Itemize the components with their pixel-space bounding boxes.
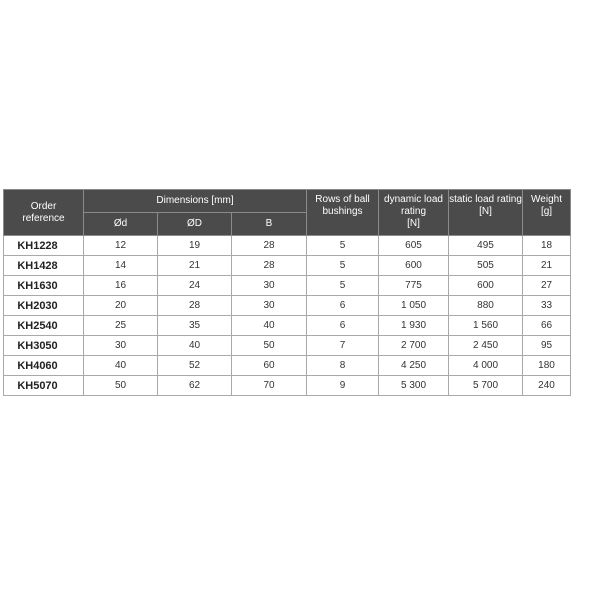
table-row xyxy=(4,256,571,276)
cell-static-load: 2 450 xyxy=(449,336,523,356)
cell-dim-d: 30 xyxy=(84,336,158,356)
table-row xyxy=(4,376,571,396)
cell-dim-D: 35 xyxy=(158,316,232,336)
cell-dynamic-load: 5 300 xyxy=(379,376,449,396)
cell-dim-d: 20 xyxy=(84,296,158,316)
cell-dynamic-load: 2 700 xyxy=(379,336,449,356)
cell-static-load: 1 560 xyxy=(449,316,523,336)
cell-weight: 27 xyxy=(523,276,571,296)
cell-dim-D: 19 xyxy=(158,236,232,256)
cell-dim-d: 16 xyxy=(84,276,158,296)
cell-weight: 95 xyxy=(523,336,571,356)
cell-dynamic-load: 1 050 xyxy=(379,296,449,316)
cell-order-reference: KH4060 xyxy=(4,356,84,376)
header-static-load-rating: static load rating [N] xyxy=(449,190,523,236)
cell-rows: 6 xyxy=(307,316,379,336)
cell-dim-B: 60 xyxy=(232,356,307,376)
cell-order-reference: KH5070 xyxy=(4,376,84,396)
table-row xyxy=(4,236,571,256)
table-row xyxy=(4,296,571,316)
cell-dim-D: 62 xyxy=(158,376,232,396)
header-dim-B: B xyxy=(232,213,307,236)
cell-weight: 33 xyxy=(523,296,571,316)
cell-rows: 6 xyxy=(307,296,379,316)
header-dynamic-load-rating: dynamic load rating [N] xyxy=(379,190,449,236)
cell-order-reference: KH1428 xyxy=(4,256,84,276)
cell-order-reference: KH2030 xyxy=(4,296,84,316)
table-row xyxy=(4,276,571,296)
cell-rows: 5 xyxy=(307,256,379,276)
header-weight: Weight [g] xyxy=(523,190,571,236)
cell-dim-B: 28 xyxy=(232,256,307,276)
cell-weight: 18 xyxy=(523,236,571,256)
cell-static-load: 5 700 xyxy=(449,376,523,396)
cell-dim-d: 12 xyxy=(84,236,158,256)
cell-static-load: 880 xyxy=(449,296,523,316)
cell-dim-d: 50 xyxy=(84,376,158,396)
cell-dynamic-load: 775 xyxy=(379,276,449,296)
cell-dim-d: 40 xyxy=(84,356,158,376)
cell-dim-B: 28 xyxy=(232,236,307,256)
cell-static-load: 4 000 xyxy=(449,356,523,376)
cell-weight: 21 xyxy=(523,256,571,276)
cell-weight: 240 xyxy=(523,376,571,396)
cell-weight: 66 xyxy=(523,316,571,336)
cell-rows: 7 xyxy=(307,336,379,356)
cell-dim-D: 28 xyxy=(158,296,232,316)
cell-weight: 180 xyxy=(523,356,571,376)
table-body xyxy=(4,236,571,396)
cell-order-reference: KH1228 xyxy=(4,236,84,256)
cell-dim-B: 30 xyxy=(232,296,307,316)
header-rows-of-ball-bushings: Rows of ball bushings xyxy=(307,190,379,236)
cell-dim-D: 24 xyxy=(158,276,232,296)
cell-order-reference: KH3050 xyxy=(4,336,84,356)
cell-dim-D: 21 xyxy=(158,256,232,276)
cell-dim-d: 14 xyxy=(84,256,158,276)
spec-table xyxy=(3,189,571,396)
table-row xyxy=(4,316,571,336)
cell-dim-D: 40 xyxy=(158,336,232,356)
cell-dim-B: 70 xyxy=(232,376,307,396)
cell-rows: 8 xyxy=(307,356,379,376)
header-dim-D: ØD xyxy=(158,213,232,236)
table-row xyxy=(4,356,571,376)
cell-dynamic-load: 1 930 xyxy=(379,316,449,336)
cell-static-load: 495 xyxy=(449,236,523,256)
header-dimensions: Dimensions [mm] xyxy=(84,190,307,213)
cell-dim-d: 25 xyxy=(84,316,158,336)
header-row-top xyxy=(4,190,571,213)
cell-dynamic-load: 4 250 xyxy=(379,356,449,376)
cell-static-load: 505 xyxy=(449,256,523,276)
table-row xyxy=(4,336,571,356)
cell-rows: 5 xyxy=(307,236,379,256)
cell-dim-B: 50 xyxy=(232,336,307,356)
cell-dim-B: 30 xyxy=(232,276,307,296)
header-dim-d: Ød xyxy=(84,213,158,236)
cell-rows: 9 xyxy=(307,376,379,396)
cell-rows: 5 xyxy=(307,276,379,296)
header-order-reference: Order reference xyxy=(4,190,84,236)
cell-dim-B: 40 xyxy=(232,316,307,336)
cell-static-load: 600 xyxy=(449,276,523,296)
cell-dim-D: 52 xyxy=(158,356,232,376)
cell-order-reference: KH2540 xyxy=(4,316,84,336)
cell-order-reference: KH1630 xyxy=(4,276,84,296)
cell-dynamic-load: 600 xyxy=(379,256,449,276)
cell-dynamic-load: 605 xyxy=(379,236,449,256)
